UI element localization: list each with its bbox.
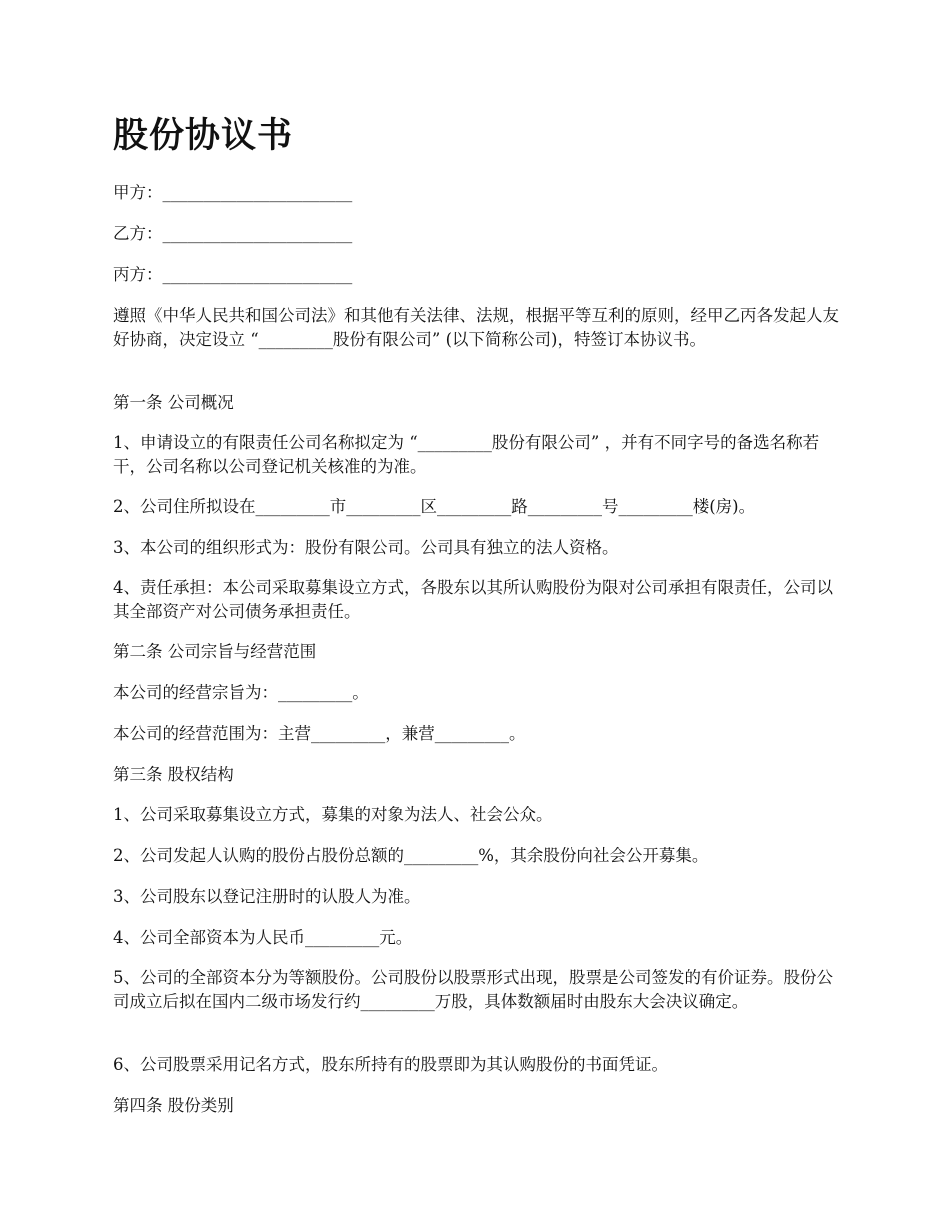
article-3-item-5: 5、公司的全部资本分为等额股份。公司股份以股票形式出现，股票是公司签发的有价证券。股份公司成立后拟在国内二级市场发行约_________万股，具体数额届时由股东大会决议确定。 [113, 968, 833, 1011]
article-1-item-1: 1、申请设立的有限责任公司名称拟定为 “_________股份有限公司” ，并有不同字号的备选名称若干，公司名称以公司登记机关核准的为准。 [113, 433, 820, 476]
party-a-line: 甲方：_______________________ [113, 183, 353, 202]
party-b-line: 乙方：_______________________ [113, 224, 353, 243]
article-4-heading: 第四条 股份类别 [113, 1096, 234, 1115]
article-3-item-2: 2、公司发起人认购的股份占股份总额的_________%，其余股份向社会公开募集。 [113, 846, 709, 865]
article-3-item-1: 1、公司采取募集设立方式，募集的对象为法人、社会公众。 [113, 805, 553, 824]
article-3-item-3: 3、公司股东以登记注册时的认股人为准。 [113, 887, 421, 906]
article-3-heading: 第三条 股权结构 [113, 765, 234, 784]
article-1-item-4: 4、责任承担：本公司采取募集设立方式，各股东以其所认购股份为限对公司承担有限责任，公司以其全部资产对公司债务承担责任。 [113, 578, 833, 621]
intro-paragraph: 遵照《中华人民共和国公司法》和其他有关法律、法规，根据平等互利的原则，经甲乙丙各发起人友好协商，决定设立 “_________股份有限公司” (以下简称公司)，特签订本协议书。 [113, 306, 839, 349]
article-2-item-1: 本公司的经营宗旨为：_________。 [113, 683, 369, 702]
article-2-heading: 第二条 公司宗旨与经营范围 [113, 642, 317, 661]
document-title: 股份协议书 [113, 116, 294, 156]
article-3-item-4: 4、公司全部资本为人民币_________元。 [113, 928, 413, 947]
article-2-item-2: 本公司的经营范围为：主营_________，兼营_________。 [113, 724, 526, 743]
party-c-line: 丙方：_______________________ [113, 265, 353, 284]
article-1-item-3: 3、本公司的组织形式为：股份有限公司。公司具有独立的法人资格。 [113, 538, 619, 557]
article-3-item-6: 6、公司股票采用记名方式，股东所持有的股票即为其认购股份的书面凭证。 [113, 1055, 668, 1074]
article-1-item-2: 2、公司住所拟设在_________市_________区_________路_________号_________楼(房)。 [113, 497, 756, 516]
article-1-heading: 第一条 公司概况 [113, 393, 234, 412]
